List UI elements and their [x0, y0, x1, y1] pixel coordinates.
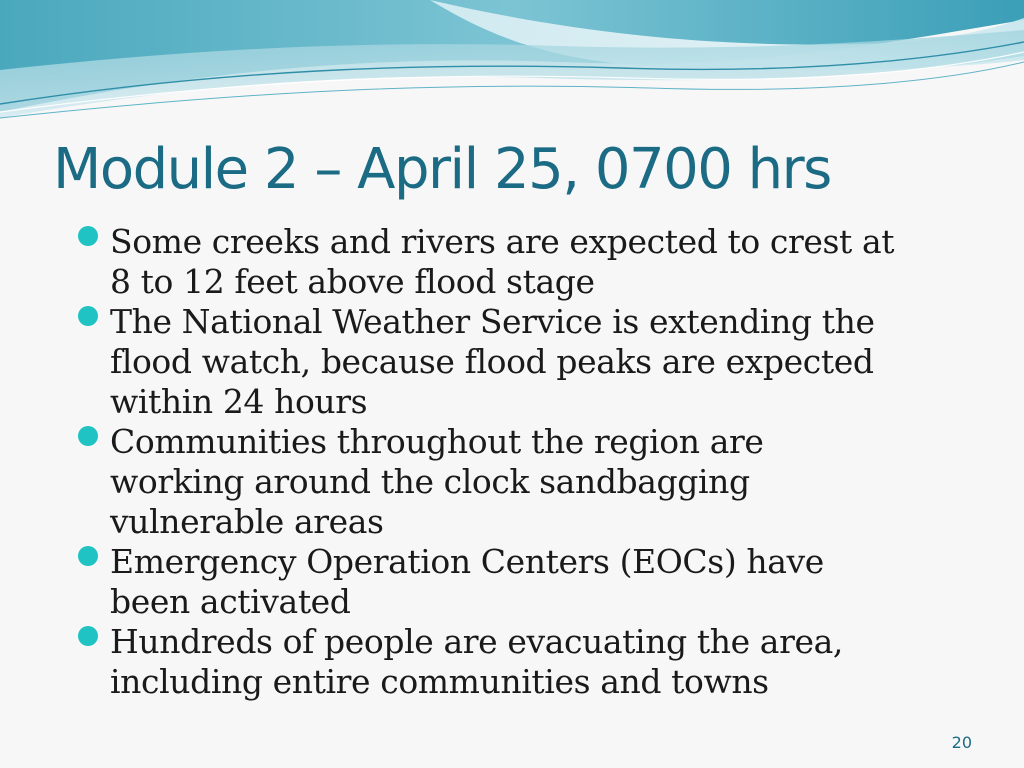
bullet-icon — [78, 306, 98, 326]
bullet-text: The National Weather Service is extending the flood watch, because flood peaks are expected within 24 hours — [110, 302, 875, 421]
bullet-icon — [78, 226, 98, 246]
bullet-list — [74, 222, 904, 702]
bullet-item — [74, 542, 904, 622]
bullet-text: Hundreds of people are evacuating the area, including entire communities and towns — [110, 622, 843, 701]
bullet-icon — [78, 426, 98, 446]
bullet-icon — [78, 546, 98, 566]
bullet-icon — [78, 626, 98, 646]
bullet-text: Communities throughout the region are working around the clock sandbagging vulnerable areas — [110, 422, 764, 541]
bullet-item — [74, 422, 904, 542]
slide-title: Module 2 – April 25, 0700 hrs — [53, 137, 831, 202]
bullet-item — [74, 222, 904, 302]
wave-header-graphic — [0, 0, 1024, 130]
bullet-item — [74, 622, 904, 702]
page-number: 20 — [951, 733, 972, 752]
bullet-item — [74, 302, 904, 422]
bullet-text: Emergency Operation Centers (EOCs) have been activated — [110, 542, 824, 621]
bullet-text: Some creeks and rivers are expected to crest at 8 to 12 feet above flood stage — [110, 222, 895, 301]
